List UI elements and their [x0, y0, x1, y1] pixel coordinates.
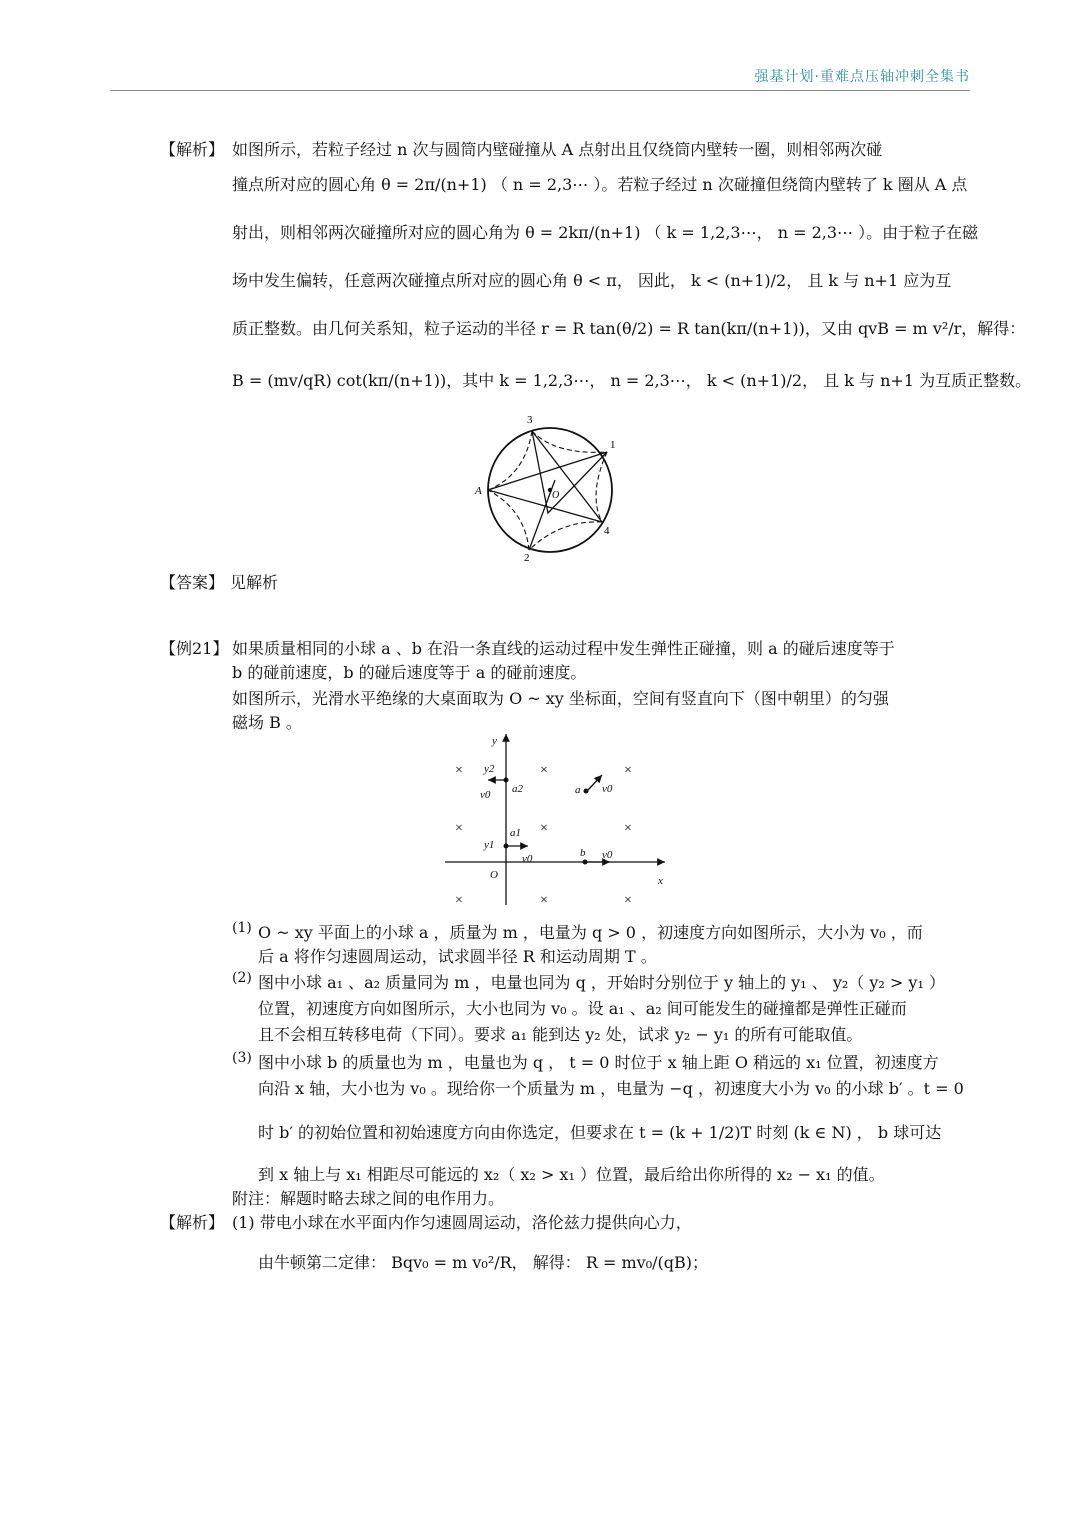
fig1-label-1: 1	[610, 439, 616, 451]
q1-line-2: 后 a 将作匀速圆周运动，试求圆半径 R 和运动周期 T 。	[258, 947, 657, 966]
svg-text:×: ×	[455, 763, 463, 778]
page-header	[110, 62, 970, 91]
book-title: 强基计划·重难点压轴冲刺全集书	[754, 69, 970, 85]
analysis-line-4: 场中发生偏转，任意两次碰撞点所对应的圆心角 θ < π， 因此， k < (n+1)/2， 且 k 与 n+1 应为互	[232, 271, 952, 290]
svg-text:×: ×	[624, 893, 632, 908]
svg-text:×: ×	[455, 893, 463, 908]
fig2-label-v0-a2: v0	[480, 789, 491, 801]
svg-text:×: ×	[540, 763, 548, 778]
svg-text:×: ×	[540, 821, 548, 836]
q2-line-1: 图中小球 a₁ 、a₂ 质量同为 m ，电量也同为 q ，开始时分别位于 y 轴上的 y₁ 、 y₂（ y₂ > y₁ ）	[258, 973, 945, 992]
q1-number: (1)	[232, 920, 252, 936]
analysis2-line-1: (1) 带电小球在水平面内作匀速圆周运动，洛伦兹力提供向心力，	[232, 1213, 692, 1232]
analysis-line-2: 撞点所对应的圆心角 θ = 2π/(n+1) （ n = 2,3⋯ ）。若粒子经过 n 次碰撞但绕筒内壁转了 k 圈从 A 点	[232, 175, 968, 194]
example-line-1: 如果质量相同的小球 a 、b 在沿一条直线的运动过程中发生弹性正碰撞，则 a 的碰后速度等于	[232, 639, 895, 658]
fig1-label-A: A	[475, 485, 482, 497]
q3-line-2: 向沿 x 轴，大小也为 v₀ 。现给你一个质量为 m ，电量为 −q ，初速度大小为 v₀ 的小球 b′ 。t = 0	[258, 1079, 964, 1098]
q2-line-2: 位置，初速度方向如图所示，大小也同为 v₀ 。设 a₁ 、a₂ 间可能发生的碰撞都是弹性正碰而	[258, 999, 907, 1018]
q3-line-1: 图中小球 b 的质量也为 m ，电量也为 q ， t = 0 时位于 x 轴上距 O 稍远的 x₁ 位置，初速度方	[258, 1053, 939, 1072]
fig1-label-4: 4	[604, 525, 610, 537]
fig2-label-a: a	[575, 784, 581, 796]
fig2-label-v0-b: v0	[602, 849, 613, 861]
analysis-line-5: 质正整数。由几何关系知，粒子运动的半径 r = R tan(θ/2) = R tan(kπ/(n+1))，又由 qvB = m v²/r，解得：	[232, 319, 1026, 338]
example-line-4: 磁场 B 。	[232, 713, 302, 732]
fig2-label-a1: a1	[510, 827, 521, 839]
analysis-line-6: B = (mv/qR) cot(kπ/(n+1))，其中 k = 1,2,3⋯， n = 2,3⋯， k < (n+1)/2， 且 k 与 n+1 为互质正整数。	[232, 371, 1032, 390]
fig2-label-O: O	[490, 869, 498, 881]
fig2-label-v0-a1: v0	[522, 853, 533, 865]
fig1-label-2: 2	[524, 552, 530, 562]
svg-text:×: ×	[455, 821, 463, 836]
fig2-label-v0-a: v0	[602, 783, 613, 795]
analysis2-line-2: 由牛顿第二定律： Bqv₀ = m v₀²/R， 解得： R = mv₀/(qB)；	[258, 1253, 708, 1272]
example-line-3: 如图所示，光滑水平绝缘的大桌面取为 O ~ xy 坐标面，空间有竖直向下（图中朝里）的匀强	[232, 689, 889, 708]
answer-label: 【答案】	[160, 573, 225, 592]
q1-line-1: O ~ xy 平面上的小球 a ，质量为 m ，电量为 q > 0 ，初速度方向如图所示，大小为 v₀ ，而	[258, 923, 923, 942]
q2-number: (2)	[232, 970, 252, 986]
svg-text:×: ×	[540, 893, 548, 908]
svg-text:×: ×	[624, 821, 632, 836]
answer-text: 见解析	[230, 573, 279, 592]
fig2-label-x: x	[658, 875, 663, 887]
fig2-label-a2: a2	[512, 783, 523, 795]
q2-line-3: 且不会相互转移电荷（下同）。要求 a₁ 能到达 y₂ 处，试求 y₂ − y₁ 的所有可能取值。	[258, 1025, 863, 1044]
svg-text:×: ×	[624, 763, 632, 778]
q3-line-3: 时 b′ 的初始位置和初始速度方向由你选定，但要求在 t = (k + 1/2)T 时刻 (k ∈ N) ， b 球可达	[258, 1123, 942, 1142]
figure-coordinate-plane	[440, 730, 680, 910]
fig1-label-O: O	[552, 490, 560, 501]
example-line-2: b 的碰前速度，b 的碰后速度等于 a 的碰前速度。	[232, 663, 587, 682]
analysis-line-1: 如图所示，若粒子经过 n 次与圆筒内壁碰撞从 A 点射出且仅绕筒内壁转一圈，则相邻两次碰	[232, 140, 883, 159]
example-label: 【例21】	[160, 639, 229, 658]
q3-number: (3)	[232, 1050, 252, 1066]
fig1-label-3: 3	[527, 414, 533, 426]
analysis-line-3: 射出，则相邻两次碰撞所对应的圆心角为 θ = 2kπ/(n+1) （ k = 1,2,3⋯， n = 2,3⋯ ）。由于粒子在磁	[232, 223, 979, 242]
q3-line-4: 到 x 轴上与 x₁ 相距尽可能远的 x₂（ x₂ > x₁ ）位置，最后给出你所得的 x₂ − x₁ 的值。	[258, 1165, 885, 1184]
fig2-label-y: y	[492, 735, 497, 747]
fig2-label-y1: y1	[484, 839, 495, 851]
analysis-label: 【解析】	[160, 140, 225, 159]
figure-circle-collisions	[470, 410, 630, 562]
fig2-label-b: b	[580, 847, 586, 859]
note-line: 附注：解题时略去球之间的电作用力。	[232, 1189, 505, 1208]
fig2-label-y2: y2	[484, 763, 495, 775]
analysis2-label: 【解析】	[160, 1213, 225, 1232]
